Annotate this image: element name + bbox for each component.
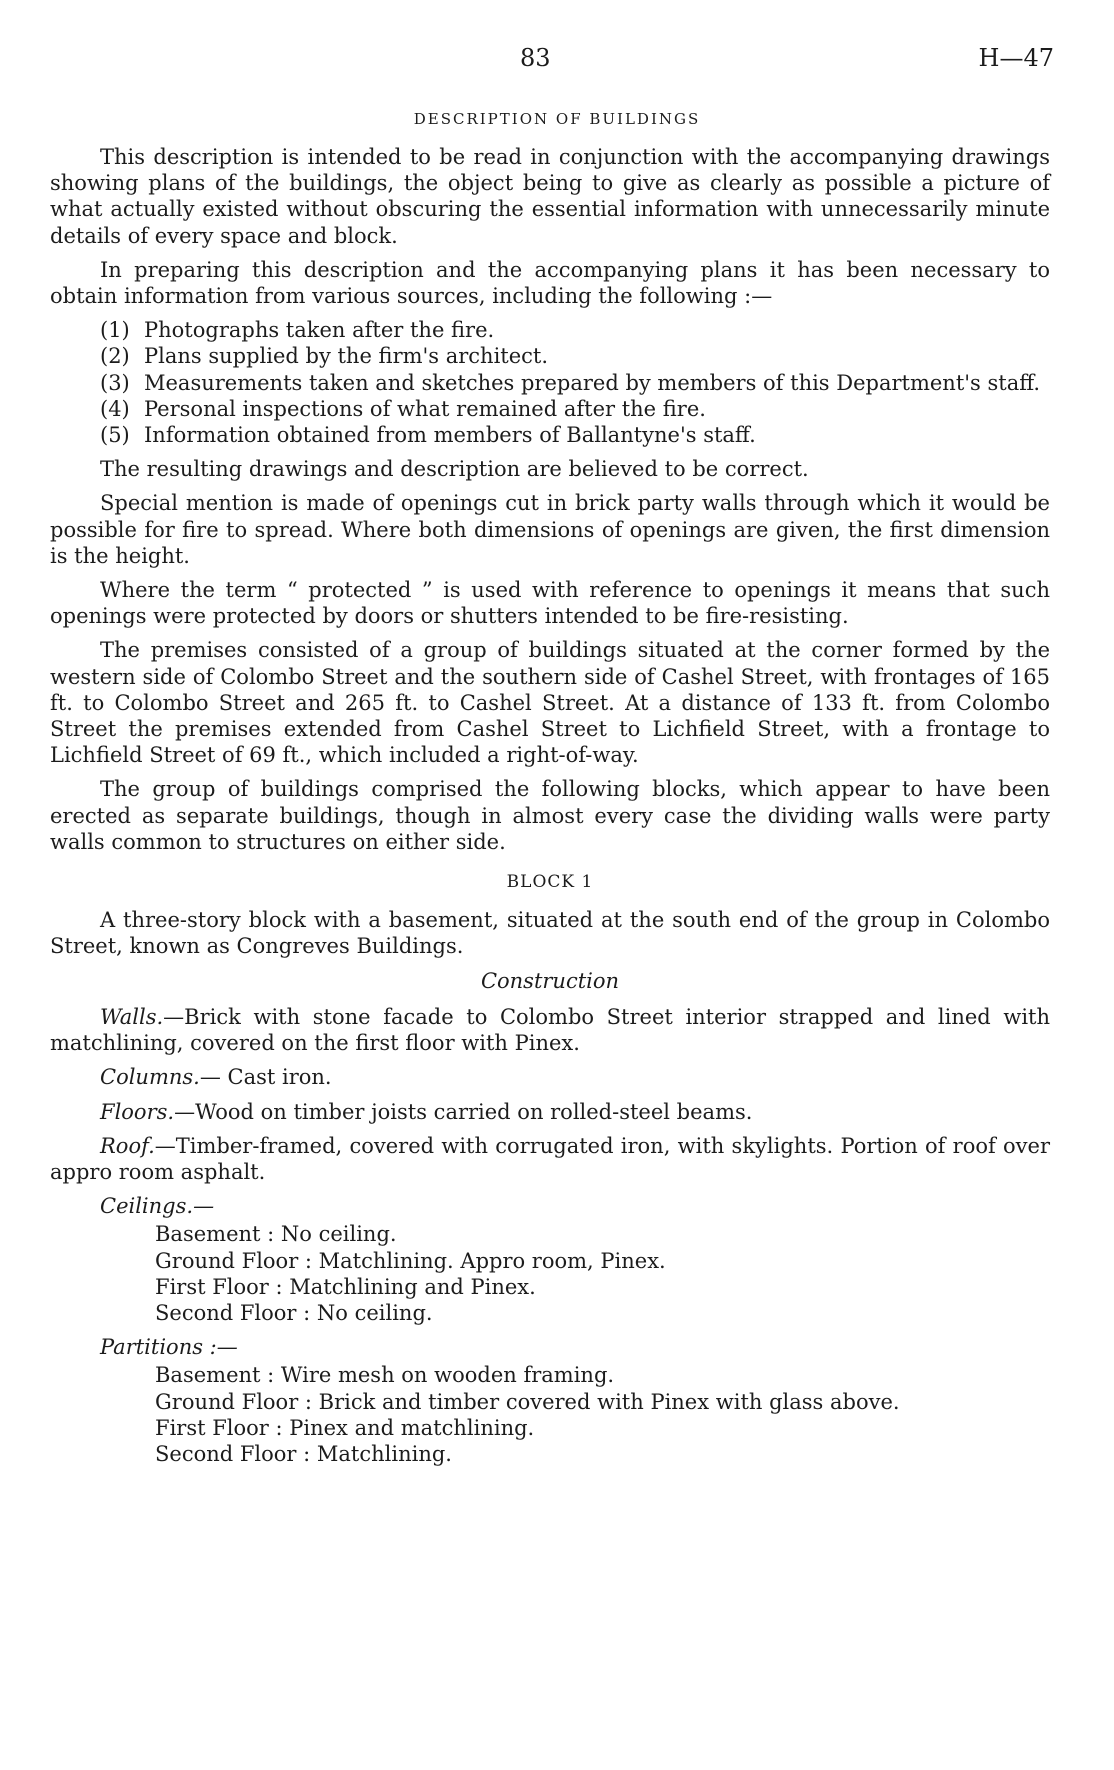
list-item-text: Measurements taken and sketches prepared by members of this Department's staff. bbox=[144, 370, 1041, 395]
partitions-list bbox=[50, 1362, 1050, 1467]
roof-item bbox=[50, 1133, 1050, 1185]
columns-item bbox=[50, 1064, 1050, 1090]
ceilings-label: Ceilings.— bbox=[100, 1194, 215, 1219]
paragraph-blocks: The group of buildings comprised the following blocks, which appear to have been erected as separate buildings, though in almost every case the dividing walls were party walls common to structures on either side. bbox=[50, 777, 1050, 854]
list-item-text: Photographs taken after the fire. bbox=[144, 318, 495, 343]
construction-heading: Construction bbox=[480, 968, 620, 993]
block-intro: A three-story block with a basement, situated at the south end of the group in Colombo Street, known as Congreves Buildings. bbox=[50, 908, 1050, 959]
paragraph-openings: Special mention is made of openings cut in brick party walls through which it would be possible for fire to spread. Where both dimensions of openings are given, the first dimension is the height. bbox=[50, 491, 1050, 568]
list-item bbox=[50, 396, 1050, 422]
floors-text: —Wood on timber joists carried on rolled-steel beams. bbox=[174, 1099, 753, 1124]
paragraph-sources-intro: In preparing this description and the accompanying plans it has been necessary to obtain information from various sources, including the following :— bbox=[50, 257, 1050, 309]
columns-text: — Cast iron. bbox=[199, 1065, 332, 1090]
walls-item bbox=[50, 1004, 1050, 1056]
list-item-text: Plans supplied by the firm's architect. bbox=[144, 344, 549, 369]
partition-row: Second Floor : Matchlining. bbox=[155, 1441, 452, 1466]
partition-row: Basement : Wire mesh on wooden framing. bbox=[155, 1363, 615, 1388]
partition-row: Ground Floor : Brick and timber covered with Pinex with glass above. bbox=[155, 1389, 900, 1414]
list-item bbox=[50, 422, 1050, 448]
ceilings-list bbox=[50, 1221, 1050, 1326]
partition-row: First Floor : Pinex and matchlining. bbox=[155, 1415, 535, 1440]
walls-text: —Brick with stone facade to Colombo Street interior strapped and lined with matchlining, covered on the first floor with Pinex. bbox=[50, 1004, 1050, 1056]
page-title: DESCRIPTION OF BUILDINGS bbox=[413, 110, 701, 128]
list-item-number: (1) bbox=[100, 318, 130, 343]
list-item-text: Information obtained from members of Ballantyne's staff. bbox=[144, 423, 756, 448]
document-reference: H—47 bbox=[978, 44, 1054, 72]
floors-item bbox=[50, 1099, 1050, 1125]
list-item bbox=[50, 343, 1050, 369]
paragraph-premises: The premises consisted of a group of buildings situated at the corner formed by the western side of Colombo Street and the southern side of Cashel Street, with frontages of 165 ft. to Colombo Street and 265 ft. to Cashel Street. At a distance of 133 ft. from Colombo Street the premises extended from Cashel Street to Lichfield Street, with a frontage to Lichfield Street of 69 ft., which included a right-of-way. bbox=[50, 638, 1050, 768]
ceiling-row: Basement : No ceiling. bbox=[155, 1222, 397, 1247]
ceiling-row: Second Floor : No ceiling. bbox=[155, 1300, 433, 1325]
partitions-label: Partitions :— bbox=[100, 1335, 238, 1360]
list-item-number: (3) bbox=[100, 370, 130, 395]
page-number: 83 bbox=[520, 44, 551, 72]
ceiling-row: Ground Floor : Matchlining. Appro room, Pinex. bbox=[155, 1248, 666, 1273]
list-item-number: (5) bbox=[100, 423, 130, 448]
list-item-number: (4) bbox=[100, 396, 130, 421]
list-item bbox=[50, 370, 1050, 396]
paragraph-result: The resulting drawings and description are believed to be correct. bbox=[100, 457, 809, 482]
list-item bbox=[50, 317, 1050, 343]
walls-label: Walls. bbox=[100, 1004, 164, 1029]
ceiling-row: First Floor : Matchlining and Pinex. bbox=[155, 1274, 536, 1299]
roof-label: Roof. bbox=[100, 1133, 155, 1158]
columns-label: Columns. bbox=[100, 1065, 200, 1090]
block-heading: BLOCK 1 bbox=[506, 872, 594, 893]
roof-text: —Timber-framed, covered with corrugated iron, with skylights. Portion of roof over appro room asphalt. bbox=[50, 1133, 1050, 1184]
document-body bbox=[50, 144, 1050, 1475]
list-item-number: (2) bbox=[100, 344, 130, 369]
floors-label: Floors. bbox=[100, 1099, 175, 1124]
sources-list bbox=[50, 317, 1050, 448]
list-item-text: Personal inspections of what remained after the fire. bbox=[144, 396, 706, 421]
paragraph-protected: Where the term “ protected ” is used with reference to openings it means that such openings were protected by doors or shutters intended to be fire-resisting. bbox=[50, 578, 1050, 629]
paragraph-intro: This description is intended to be read in conjunction with the accompanying drawings showing plans of the buildings, the object being to give as clearly as possible a picture of what actually existed without obscuring the essential information with unnecessarily minute details of every space and block. bbox=[50, 145, 1050, 248]
